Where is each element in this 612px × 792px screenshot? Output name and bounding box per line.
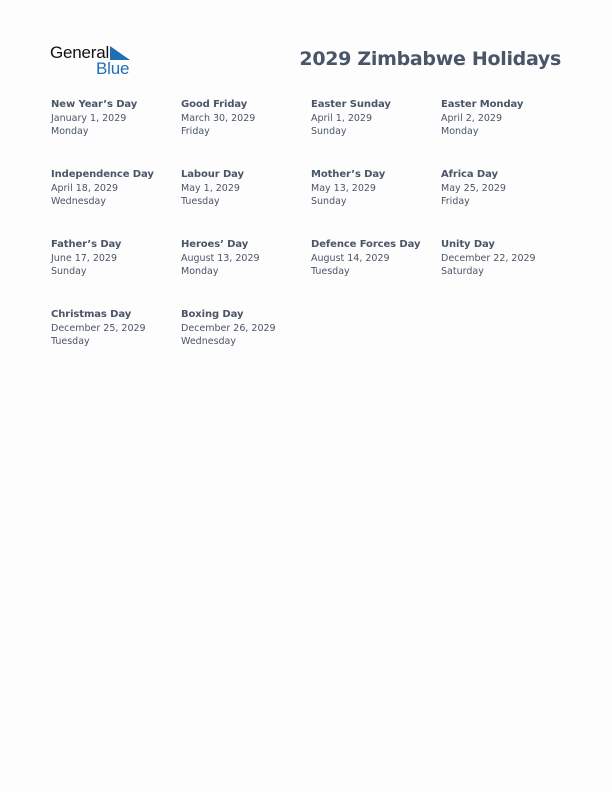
holiday-grid: [51, 98, 571, 378]
holiday-entry: [181, 308, 311, 378]
holiday-weekday: Friday: [441, 196, 470, 207]
logo-triangle-icon: [110, 46, 130, 60]
holiday-name: Easter Monday: [441, 99, 524, 110]
holiday-weekday: Wednesday: [51, 196, 107, 207]
holiday-name: Father’s Day: [51, 239, 122, 250]
holiday-entry: [51, 238, 181, 308]
holiday-entry: [311, 98, 441, 168]
holiday-entry: [51, 98, 181, 168]
holiday-date: April 1, 2029: [311, 112, 372, 124]
logo-word-blue: Blue: [96, 59, 130, 78]
logo-word-general: General: [50, 43, 110, 62]
holiday-name: Good Friday: [181, 99, 248, 110]
holiday-date: May 25, 2029: [441, 182, 506, 194]
holiday-weekday: Tuesday: [181, 196, 220, 207]
holiday-date: May 13, 2029: [311, 182, 376, 194]
holiday-entry: [181, 98, 311, 168]
holiday-entry: [311, 168, 441, 238]
holiday-weekday: Tuesday: [311, 266, 350, 277]
holiday-name: Defence Forces Day: [311, 239, 421, 250]
holiday-weekday: Sunday: [51, 266, 87, 277]
holiday-weekday: Wednesday: [181, 336, 237, 347]
holiday-name: Mother’s Day: [311, 169, 386, 180]
holiday-entry: [441, 168, 571, 238]
holiday-name: Unity Day: [441, 239, 495, 250]
holiday-entry: [311, 238, 441, 308]
holiday-name: Boxing Day: [181, 309, 244, 320]
holiday-entry: [181, 238, 311, 308]
holiday-date: January 1, 2029: [51, 112, 127, 124]
holiday-date: April 18, 2029: [51, 182, 119, 194]
holiday-entry: [441, 98, 571, 168]
holiday-weekday: Monday: [51, 126, 89, 137]
holiday-weekday: Monday: [181, 266, 219, 277]
holiday-entry: [181, 168, 311, 238]
holiday-date: August 14, 2029: [311, 252, 390, 264]
page-title: 2029 Zimbabwe Holidays: [299, 48, 561, 70]
holiday-date: December 26, 2029: [181, 322, 276, 334]
generalblue-logo: [50, 43, 140, 79]
holiday-entry: [51, 308, 181, 378]
holiday-date: December 25, 2029: [51, 322, 146, 334]
holiday-name: Africa Day: [441, 169, 498, 180]
holiday-weekday: Sunday: [311, 126, 347, 137]
holiday-date: August 13, 2029: [181, 252, 260, 264]
holiday-weekday: Tuesday: [51, 336, 90, 347]
holiday-name: Heroes’ Day: [181, 239, 249, 250]
holiday-date: March 30, 2029: [181, 112, 256, 124]
holiday-name: Easter Sunday: [311, 99, 391, 110]
holiday-weekday: Sunday: [311, 196, 347, 207]
holiday-date: December 22, 2029: [441, 252, 536, 264]
holiday-name: Christmas Day: [51, 309, 132, 320]
holiday-date: May 1, 2029: [181, 182, 240, 194]
holiday-name: Labour Day: [181, 169, 244, 180]
holiday-weekday: Saturday: [441, 266, 484, 277]
holiday-name: Independence Day: [51, 169, 154, 180]
holiday-weekday: Friday: [181, 126, 210, 137]
holiday-entry: [441, 238, 571, 308]
holiday-date: June 17, 2029: [51, 252, 118, 264]
holiday-weekday: Monday: [441, 126, 479, 137]
holiday-entry: [51, 168, 181, 238]
holiday-name: New Year’s Day: [51, 99, 138, 110]
holiday-date: April 2, 2029: [441, 112, 502, 124]
